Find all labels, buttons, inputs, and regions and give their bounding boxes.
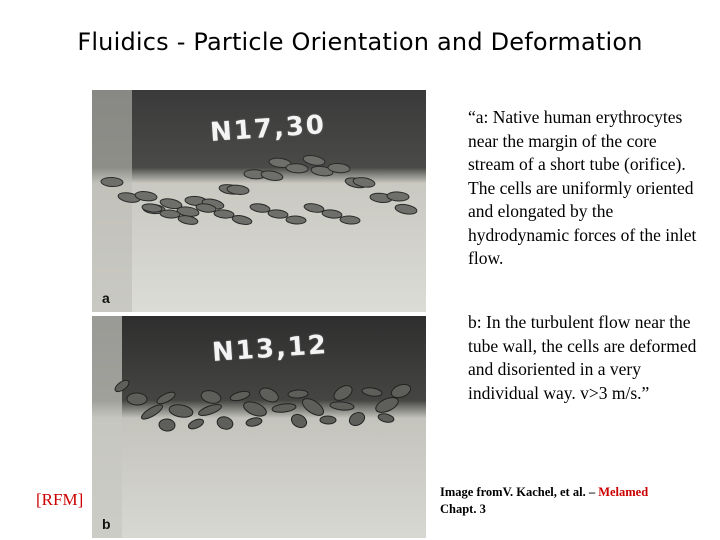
reference-tag: [RFM] <box>36 490 84 509</box>
slide-title: Fluidics - Particle Orientation and Deformation <box>77 28 643 56</box>
credit-chapter: Chapt. 3 <box>440 502 486 516</box>
caption-b: b: In the turbulent flow near the tube wall, the cells are deformed and disoriented in a very individual way. v>3 m/s.” <box>468 312 697 403</box>
cell-shape <box>320 416 336 424</box>
credit-text: Image fromV. Kachel, et al. – <box>440 485 599 499</box>
caption-a: “a: Native human erythrocytes near the margin of the core stream of a short tube (orifice). The cells are uniformly oriented and elongated by the hydrodynamic forces of the inlet flow. <box>468 107 697 268</box>
panel-letter-a: a <box>102 290 110 306</box>
micrograph-panel-a <box>92 90 426 312</box>
micrograph-panel-b <box>92 316 426 538</box>
image-credit <box>440 484 710 518</box>
handwritten-label-b: N13,12 <box>211 329 329 369</box>
credit-author: Melamed <box>598 485 649 499</box>
handwritten-label-a: N17,30 <box>209 109 327 149</box>
panel-letter-b: b <box>102 516 111 532</box>
cell-shape <box>127 393 147 406</box>
